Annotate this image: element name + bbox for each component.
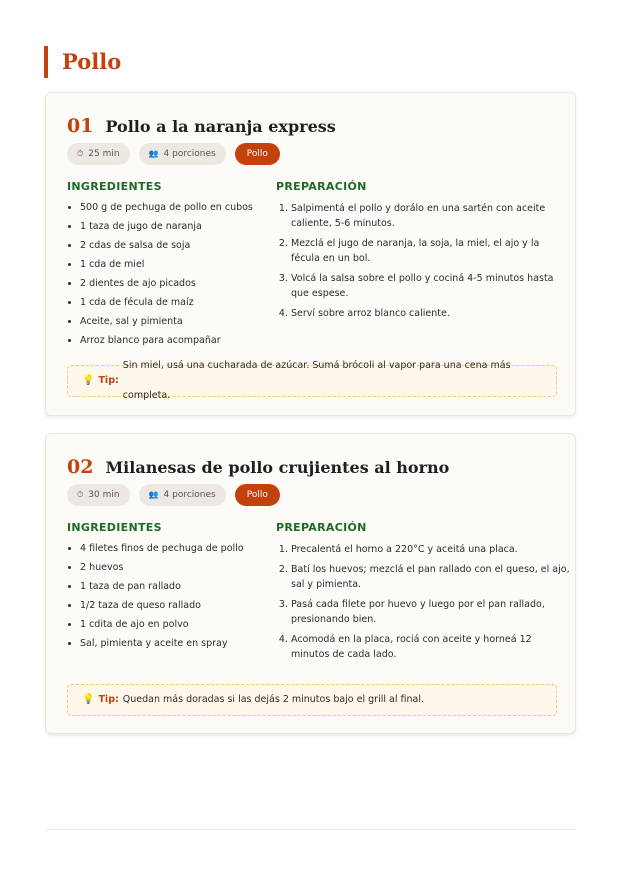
step-item: 2. Batí los huevos; mezclá el pan rallado con el queso, el ajo, sal y pimienta. — [291, 562, 571, 592]
lightbulb-icon: 💡 — [82, 375, 95, 386]
ingredients-list — [67, 542, 270, 656]
category-badge[interactable]: Pollo — [235, 484, 280, 506]
time-label: 30 min — [88, 490, 120, 500]
step-item: 4. Serví sobre arroz blanco caliente. — [291, 306, 571, 321]
portions-label: 4 porciones — [163, 149, 216, 159]
recipe-title: Pollo a la naranja express — [105, 117, 336, 136]
step-item: 1. Precalentá el horno a 220°C y aceitá una placa. — [291, 542, 571, 557]
preparation-heading: PREPARACIÓN — [276, 521, 367, 534]
step-item: 4. Acomodá en la placa, rociá con aceite y horneá 12 minutos de cada lado. — [291, 632, 571, 662]
ingredient-item: • 1 cda de miel — [80, 258, 270, 271]
timer-icon: ⏱ — [77, 149, 84, 158]
step-item: 1. Salpimentá el pollo y dorálo en una sartén con aceite caliente, 5-6 minutos. — [291, 201, 571, 231]
ingredient-item: • 500 g de pechuga de pollo en cubos — [80, 201, 270, 214]
recipe-header — [67, 456, 449, 478]
tip-text: Sin miel, usá una cucharada de azúcar. Sumá brócoli al vapor para una cena más completa. — [122, 360, 511, 401]
portions-badge — [139, 143, 226, 165]
ingredient-item: • Aceite, sal y pimienta — [80, 315, 270, 328]
recipe-badges — [67, 484, 280, 506]
recipe-header — [67, 115, 336, 137]
ingredients-list — [67, 201, 270, 353]
recipe-badges — [67, 143, 280, 165]
section-title: Pollo — [44, 46, 121, 78]
ingredient-item: • 2 dientes de ajo picados — [80, 277, 270, 290]
recipe-number: 02 — [67, 456, 94, 478]
ingredients-heading: INGREDIENTES — [67, 521, 162, 534]
portions-badge — [139, 484, 226, 506]
tip-box — [67, 684, 557, 716]
recipe-card — [45, 433, 576, 734]
preparation-heading: PREPARACIÓN — [276, 180, 367, 193]
ingredient-item: • Arroz blanco para acompañar — [80, 334, 270, 347]
ingredients-heading: INGREDIENTES — [67, 180, 162, 193]
step-item: 2. Mezclá el jugo de naranja, la soja, la miel, el ajo y la fécula en un bol. — [291, 236, 571, 266]
tip-label: Tip: — [98, 694, 119, 705]
tip-text: Quedan más doradas si las dejás 2 minutos bajo el grill al final. — [122, 694, 424, 705]
time-badge — [67, 143, 130, 165]
people-icon: 👥 — [148, 149, 159, 158]
ingredient-item: • Sal, pimienta y aceite en spray — [80, 637, 270, 650]
preparation-steps — [276, 201, 571, 326]
footer-divider — [45, 829, 576, 830]
preparation-steps — [276, 542, 571, 667]
recipe-title: Milanesas de pollo crujientes al horno — [105, 458, 450, 477]
recipe-number: 01 — [67, 115, 94, 137]
tip-label: Tip: — [98, 375, 119, 386]
ingredient-item: • 1 taza de jugo de naranja — [80, 220, 270, 233]
step-item: 3. Volcá la salsa sobre el pollo y cociná 4-5 minutos hasta que espese. — [291, 271, 571, 301]
timer-icon: ⏱ — [77, 490, 84, 499]
tip-box — [67, 360, 557, 401]
time-badge — [67, 484, 130, 506]
ingredient-item: • 4 filetes finos de pechuga de pollo — [80, 542, 270, 555]
ingredient-item: • 1 cda de fécula de maíz — [80, 296, 270, 309]
ingredient-item: • 1 taza de pan rallado — [80, 580, 270, 593]
time-label: 25 min — [88, 149, 120, 159]
portions-label: 4 porciones — [163, 490, 216, 500]
category-badge[interactable]: Pollo — [235, 143, 280, 165]
recipe-card — [45, 92, 576, 416]
people-icon: 👥 — [148, 490, 159, 499]
ingredient-item: • 2 huevos — [80, 561, 270, 574]
lightbulb-icon: 💡 — [82, 694, 95, 705]
ingredient-item: • 2 cdas de salsa de soja — [80, 239, 270, 252]
ingredient-item: • 1 cdita de ajo en polvo — [80, 618, 270, 631]
ingredient-item: • 1/2 taza de queso rallado — [80, 599, 270, 612]
step-item: 3. Pasá cada filete por huevo y luego por el pan rallado, presionando bien. — [291, 597, 571, 627]
